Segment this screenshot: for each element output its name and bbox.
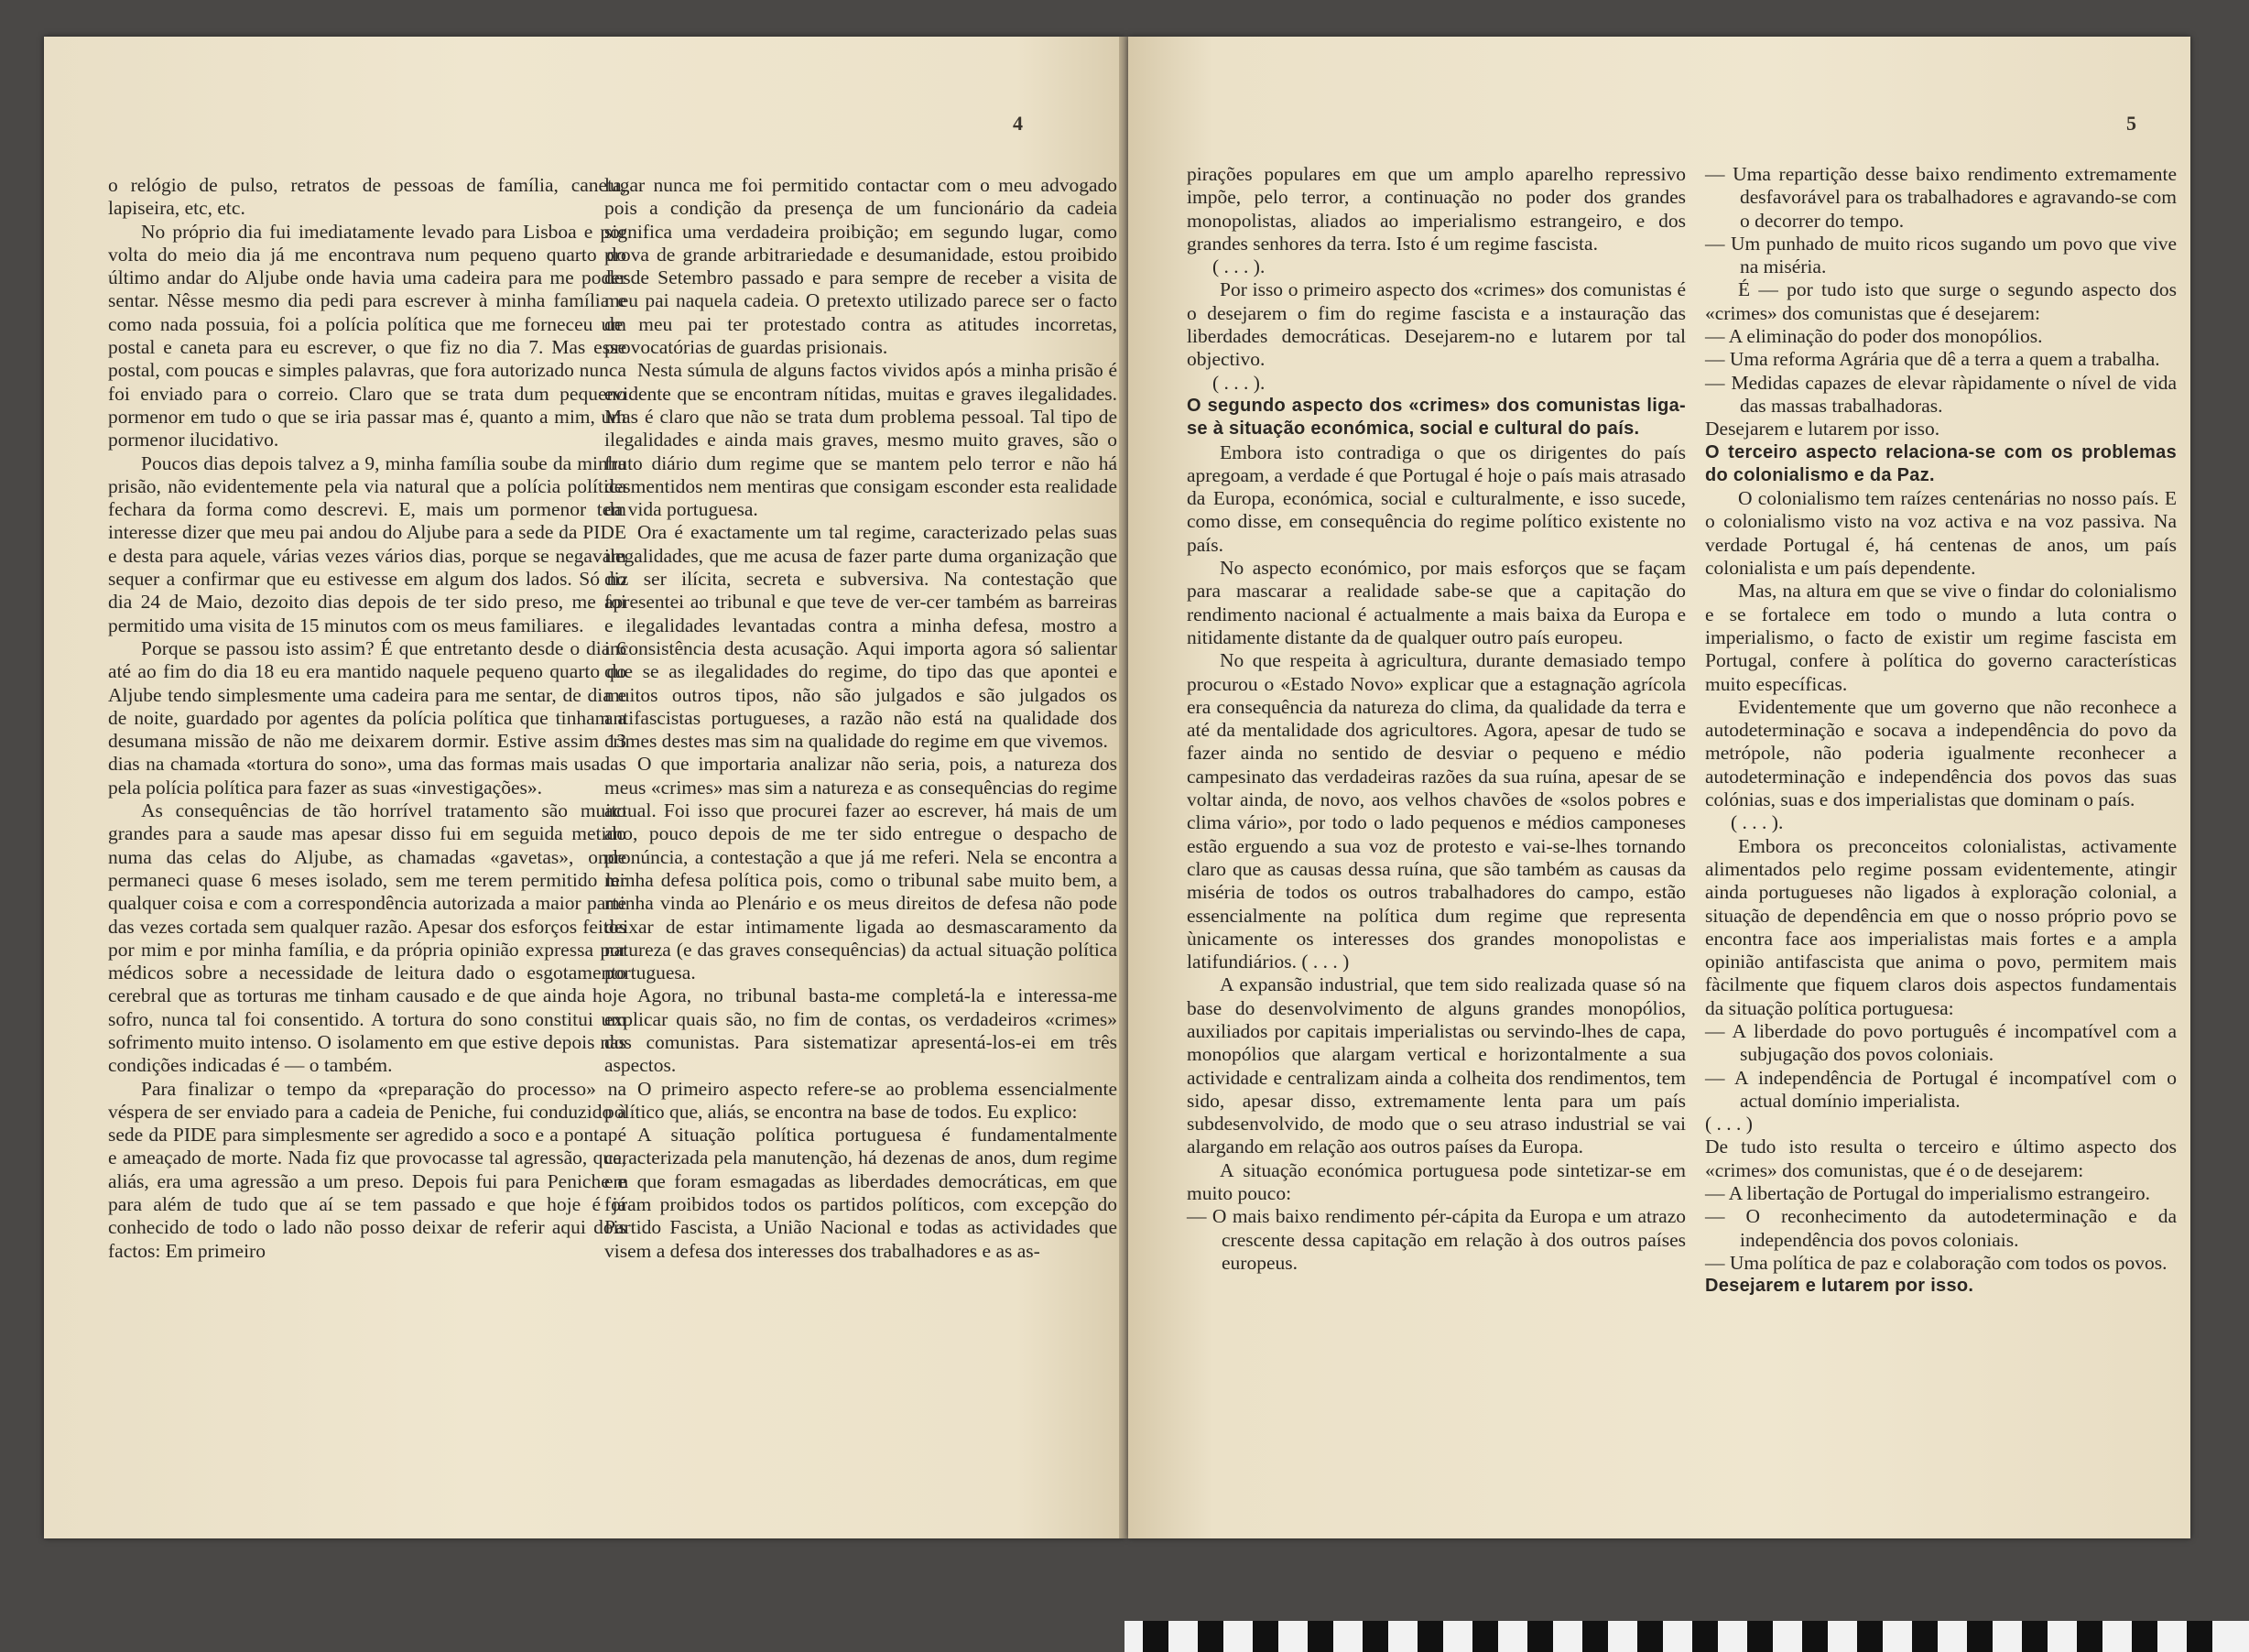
scale-block: [1637, 1621, 1663, 1652]
scale-block: [1527, 1621, 1553, 1652]
paragraph: lugar nunca me foi permitido contactar com o meu advogado pois a condição da presença de um funcionário da cadeia significa uma verdadeira proibição; em segundo lugar, como prova de grande arbitrariedade e desumanidade, estou proibido desde Setembro passado e para sempre de receber a visita de meu pai naquela cadeia. O pretexto utilizado parece ser o facto de meu pai ter protestado contra as atitudes incorretas, provocatórias de guardas prisionais.: [604, 174, 1117, 359]
paragraph: — Uma repartição desse baixo rendimento extremamente desfavorável para os trabalhadores e agravando-se com o decorrer do tempo.: [1705, 163, 2177, 232]
scale-block: [1253, 1621, 1278, 1652]
scale-block: [1692, 1621, 1718, 1652]
paragraph: Embora os preconceitos colonialistas, activamente alimentados pelo regime possam evidentemente, atingir ainda portugueses não ligados à exploração colonial, a situação de dependência em que o nosso próprio povo se encontra face aos imperialistas mais fortes e a ampla opinião antifascista que anima o povo, permitem mais fàcilmente que fiquem claros dois aspectos fundamentais da situação política portuguesa:: [1705, 834, 2177, 1019]
scale-block: [1308, 1621, 1333, 1652]
paragraph: — A independência de Portugal é incompatível com o actual domínio imperialista.: [1705, 1066, 2177, 1112]
paragraph: Nesta súmula de alguns factos vividos após a minha prisão é evidente que se encontram nítidas, muitas e graves ilegalidades. Mas é claro que não se trata dum problema pessoal. Tal tipo de ilegalidades e ainda mais graves, mesmo muito graves, são o fruto diário dum regime que se mantem pelo terror e não há desmentidos nem mentiras que consigam esconder esta realidade da vida portuguesa.: [604, 359, 1117, 521]
paragraph: ( . . . ): [1705, 1113, 1753, 1136]
scale-block: [1418, 1621, 1443, 1652]
paragraph: Desejarem e lutarem por isso.: [1705, 1276, 1974, 1297]
paragraph: A expansão industrial, que tem sido realizada quase só na base do desenvolvimento de alguns grandes monopólios, auxiliados por capitais imperialistas ou servindo-lhes de capa, monopólios que alargam vertical e horizontalmente a sua actividade e centralizam ainda a colheita dos rendimentos, tem sido, apesar disso, extremamente lenta para um país subdesenvolvido, de modo que o seu atraso industrial se vai alargando em relação aos outros países da Europa.: [1187, 973, 1686, 1158]
paragraph: pirações populares em que um amplo aparelho repressivo impõe, pelo terror, a continuação no poder dos grandes monopolistas, aliados ao imperialismo estrangeiro, e dos grandes senhores da terra. Isto é um regime fascista.: [1187, 163, 1686, 255]
scale-block: [1143, 1621, 1168, 1652]
scale-block: [2022, 1621, 2048, 1652]
paragraph: Desejarem e lutarem por isso.: [1705, 418, 1940, 440]
paragraph: Ora é exactamente um tal regime, caracterizado pelas suas ilegalidades, que me acusa de fazer parte duma organização que diz ser ilícita, secreta e subversiva. Na contestação que apresentei ao tribunal e que teve de ver-cer também as barreiras e ilegalidades levantadas contra a minha defesa, mostro a inconsistência desta acusação. Aqui importa agora só salientar que se as ilegalidades do regime, do tipo das que apontei e muitos outros tipos, não são julgados e são julgados os antifascistas portugueses, a razão não está na qualidade dos crimes destes mas sim na qualidade do regime em que vivemos.: [604, 521, 1117, 753]
scale-block: [1582, 1621, 1608, 1652]
paragraph: — Uma política de paz e colaboração com todos os povos.: [1705, 1251, 2168, 1274]
paragraph: ( . . . ).: [1731, 811, 1784, 834]
paragraph: Mas, na altura em que se vive o findar do colonialismo e se fortalece em todo o mundo a luta contra o imperialismo, o facto de existir um regime fascista em Portugal, confere à política do governo características muito específicas.: [1705, 580, 2177, 695]
document-spread: [37, 37, 2216, 1538]
paragraph: A situação política portuguesa é fundamentalmente caracterizada pela manutenção, há dezenas de anos, dum regime em que foram esmagadas as liberdades democráticas, em que foram proibidos todos os partidos políticos, com excepção do Partido Fascista, a União Nacional e todas as actividades que visem a defesa dos interesses dos trabalhadores e as as-: [604, 1124, 1117, 1262]
paragraph: — O reconhecimento da autodeterminação e da independência dos povos coloniais.: [1705, 1205, 2177, 1251]
paragraph: — O mais baixo rendimento pér-cápita da Europa e um atrazo crescente dessa capitação em relação à dos outros países europeus.: [1187, 1205, 1686, 1274]
paragraph: — Medidas capazes de elevar ràpidamente o nível de vida das massas trabalhadoras.: [1705, 371, 2177, 417]
paragraph: O primeiro aspecto refere-se ao problema essencialmente político que, aliás, se encontra na base de todos. Eu explico:: [604, 1077, 1117, 1123]
scale-block: [1912, 1621, 1938, 1652]
paragraph: — Uma reforma Agrária que dê a terra a quem a trabalha.: [1705, 348, 2160, 371]
paragraph: No que respeita à agricultura, durante demasiado tempo procurou o «Estado Novo» explicar que a estagnação agrícola era consequência da natureza do clima, da qualidade da terra e até da mentalidade dos agricultores. Agora, apesar de tudo se fazer ainda no sentido de desviar o pequeno e médio campesinato das verdadeiras razões da sua ruína, apesar de se voltar ainda, de novo, aos velhos chavões de «solos pobres e clima vário», por todo o lado pequenos e médios camponeses estão erguendo a sua voz de protesto e vai-se-lhes tornando claro que as causas dessa ruína, que são também as causas da miséria de todos os outros trabalhadores do campo, estão essencialmente na política dum regime que representa ùnicamente os interesses dos grandes monopolistas e latifundiários. ( . . . ): [1187, 649, 1686, 973]
scale-block: [1198, 1621, 1223, 1652]
paragraph: De tudo isto resulta o terceiro e último aspecto dos «crimes» dos comunistas, que é o de desejarem:: [1705, 1136, 2177, 1181]
text-column: [1705, 163, 2177, 1299]
paragraph: A situação económica portuguesa pode sintetizar-se em muito pouco:: [1187, 1158, 1686, 1205]
paragraph: Embora isto contradiga o que os dirigentes do país apregoam, a verdade é que Portugal é hoje o país mais atrasado da Europa, económica, social e culturalmente, e isso sucede, como disse, em consequência do regime político existente no país.: [1187, 440, 1686, 556]
text-column: [108, 174, 626, 1263]
scale-block: [1857, 1621, 1883, 1652]
color-scale-bar: [1124, 1621, 2249, 1652]
scale-block: [2187, 1621, 2212, 1652]
paragraph: ( . . . ).: [1212, 371, 1266, 394]
scale-block: [2077, 1621, 2102, 1652]
paragraph: No próprio dia fui imediatamente levado para Lisboa e por volta do meio dia já me encontrava num pequeno quarto do último andar do Aljube onde havia uma cadeira para me poder sentar. Nêsse mesmo dia pedi para escrever à minha família e como nada possuia, foi a polícia política que me forneceu um postal e caneta para eu escrever, o que fiz no dia 7. Mas esse postal, com poucas e simples palavras, que fora autorizado nunca foi enviado para o correio. Claro que se trata dum pequeno pormenor em tudo o que se iria passar mas é, quanto a mim, um pormenor ilucidativo.: [108, 220, 626, 451]
paragraph: Para finalizar o tempo da «preparação do processo» na véspera de ser enviado para a cadeia de Peniche, fui conduzido à sede da PIDE para simplesmente ser agredido a soco e a pontapé e ameaçado de morte. Nada fiz que provocasse tal agressão, que, aliás, era uma agressão a um preso. Depois fui para Peniche e para além de tudo que aí se tem passado e que hoje é já conhecido de todo o lado não posso deixar de referir aqui dois factos: Em primeiro: [108, 1077, 626, 1262]
paragraph: — Um punhado de muito ricos sugando um povo que vive na miséria.: [1705, 232, 2177, 278]
page-left: [44, 37, 1124, 1538]
paragraph: É — por tudo isto que surge o segundo aspecto dos «crimes» dos comunistas que é desejarem:: [1705, 278, 2177, 324]
scale-block: [1363, 1621, 1388, 1652]
page-number: 4: [1013, 112, 1023, 135]
scale-block: [1747, 1621, 1773, 1652]
paragraph: Evidentemente que um governo que não reconhece a autodeterminação e socava a independência do povo da metrópole, não poderia igualmente reconhecer a autodeterminação e independência dos povos das suas colónias, suas e dos imperialistas que dominam o país.: [1705, 695, 2177, 811]
paragraph: ( . . . ).: [1212, 255, 1266, 278]
scale-block: [1967, 1621, 1993, 1652]
paragraph: Agora, no tribunal basta-me completá-la e interessa-me explicar quais são, no fim de contas, os verdadeiros «crimes» dos comunistas. Para sistematizar apresentá-los-ei em três aspectos.: [604, 984, 1117, 1077]
scale-block: [2132, 1621, 2157, 1652]
paragraph: O segundo aspecto dos «crimes» dos comunistas liga-se à situação económica, social e cultural do país.: [1187, 395, 1686, 440]
paragraph: No aspecto económico, por mais esforços que se façam para mascarar a realidade sabe-se que a capitação do rendimento nacional é actualmente a mais baixa da Europa e nitidamente distante da de qualquer outro país europeu.: [1187, 557, 1686, 648]
paragraph: — A liberdade do povo português é incompatível com a subjugação dos povos coloniais.: [1705, 1019, 2177, 1066]
paragraph: o relógio de pulso, retratos de pessoas de família, caneta, lapiseira, etc, etc.: [108, 174, 626, 220]
paragraph: — A eliminação do poder dos monopólios.: [1705, 325, 2043, 348]
scale-block: [1472, 1621, 1498, 1652]
paragraph: O colonialismo tem raízes centenárias no nosso país. E o colonialismo visto na voz activa e na voz passiva. Na verdade Portugal é, há centenas de anos, um país colonialista e um país dependente.: [1705, 487, 2177, 580]
paragraph: — A libertação de Portugal do imperialismo estrangeiro.: [1705, 1182, 2151, 1205]
paragraph: Poucos dias depois talvez a 9, minha família soube da minha prisão, não evidentemente pela via natural que a polícia política fechara da forma como descrevi. E, mais um pormenor tem interesse dizer que meu pai andou do Aljube para a sede da PIDE e desta para aquele, várias vezes vários dias, porque se negavam sequer a confirmar que eu estivesse em algum dos lados. Só no dia 24 de Maio, dezoito dias depois de ter sido preso, me foi permitido uma visita de 15 minutos com os meus familiares.: [108, 451, 626, 636]
text-column: [604, 174, 1117, 1263]
page-number: 5: [2126, 112, 2136, 135]
paragraph: Por isso o primeiro aspecto dos «crimes» dos comunistas é o desejarem o fim do regime fascista e a instauração das liberdades democráticas. Desejarem-no e lutarem por tal objectivo.: [1187, 278, 1686, 371]
paragraph: As consequências de tão horrível tratamento são muito grandes para a saude mas apesar disso fui em seguida metido numa das celas do Aljube, as chamadas «gavetas», onde permaneci quase 6 meses isolado, sem me terem permitido ler qualquer coisa e com a correspondência autorizada a maior parte das vezes cortada sem qualquer razão. Apesar dos esforços feitos por mim e por minha família, e da própria opinião expressa por médicos sobre a necessidade de leitura dado o esgotamento cerebral que as torturas me tinham causado e de que ainda hoje sofro, nunca tal foi consentido. A tortura do sono constitui um sofrimento muito intenso. O isolamento em que estive depois nas condições indicadas é — o também.: [108, 799, 626, 1077]
text-column: [1187, 163, 1686, 1275]
paragraph: O que importaria analizar não seria, pois, a natureza dos meus «crimes» mas sim a natureza e as consequências do regime actual. Foi isso que procurei fazer ao escrever, há mais de um ano, pouco depois de me ter sido entregue o despacho de pronúncia, a contestação a que já me referi. Nela se encontra a minha defesa política pois, como o tribunal sabe muito bem, a minha vinda ao Plenário e os meus direitos de defesa não pode deixar de estar intimamente ligada ao desmascaramento da natureza (e das graves consequências) da actual situação política portuguesa.: [604, 753, 1117, 984]
page-right: [1128, 37, 2190, 1538]
paragraph: O terceiro aspecto relaciona-se com os problemas do colonialismo e da Paz.: [1705, 441, 2177, 485]
scale-block: [1802, 1621, 1828, 1652]
paragraph: Porque se passou isto assim? É que entretanto desde o dia 6 até ao fim do dia 18 eu era mantido naquele pequeno quarto do Aljube tendo simplesmente uma cadeira para me sentar, de dia e de noite, guardado por agentes da polícia política que tinham a desumana missão de não me deixarem dormir. Estive assim 13 dias na chamada «tortura do sono», uma das formas mais usadas pela polícia política para fazer as suas «investigações».: [108, 636, 626, 799]
